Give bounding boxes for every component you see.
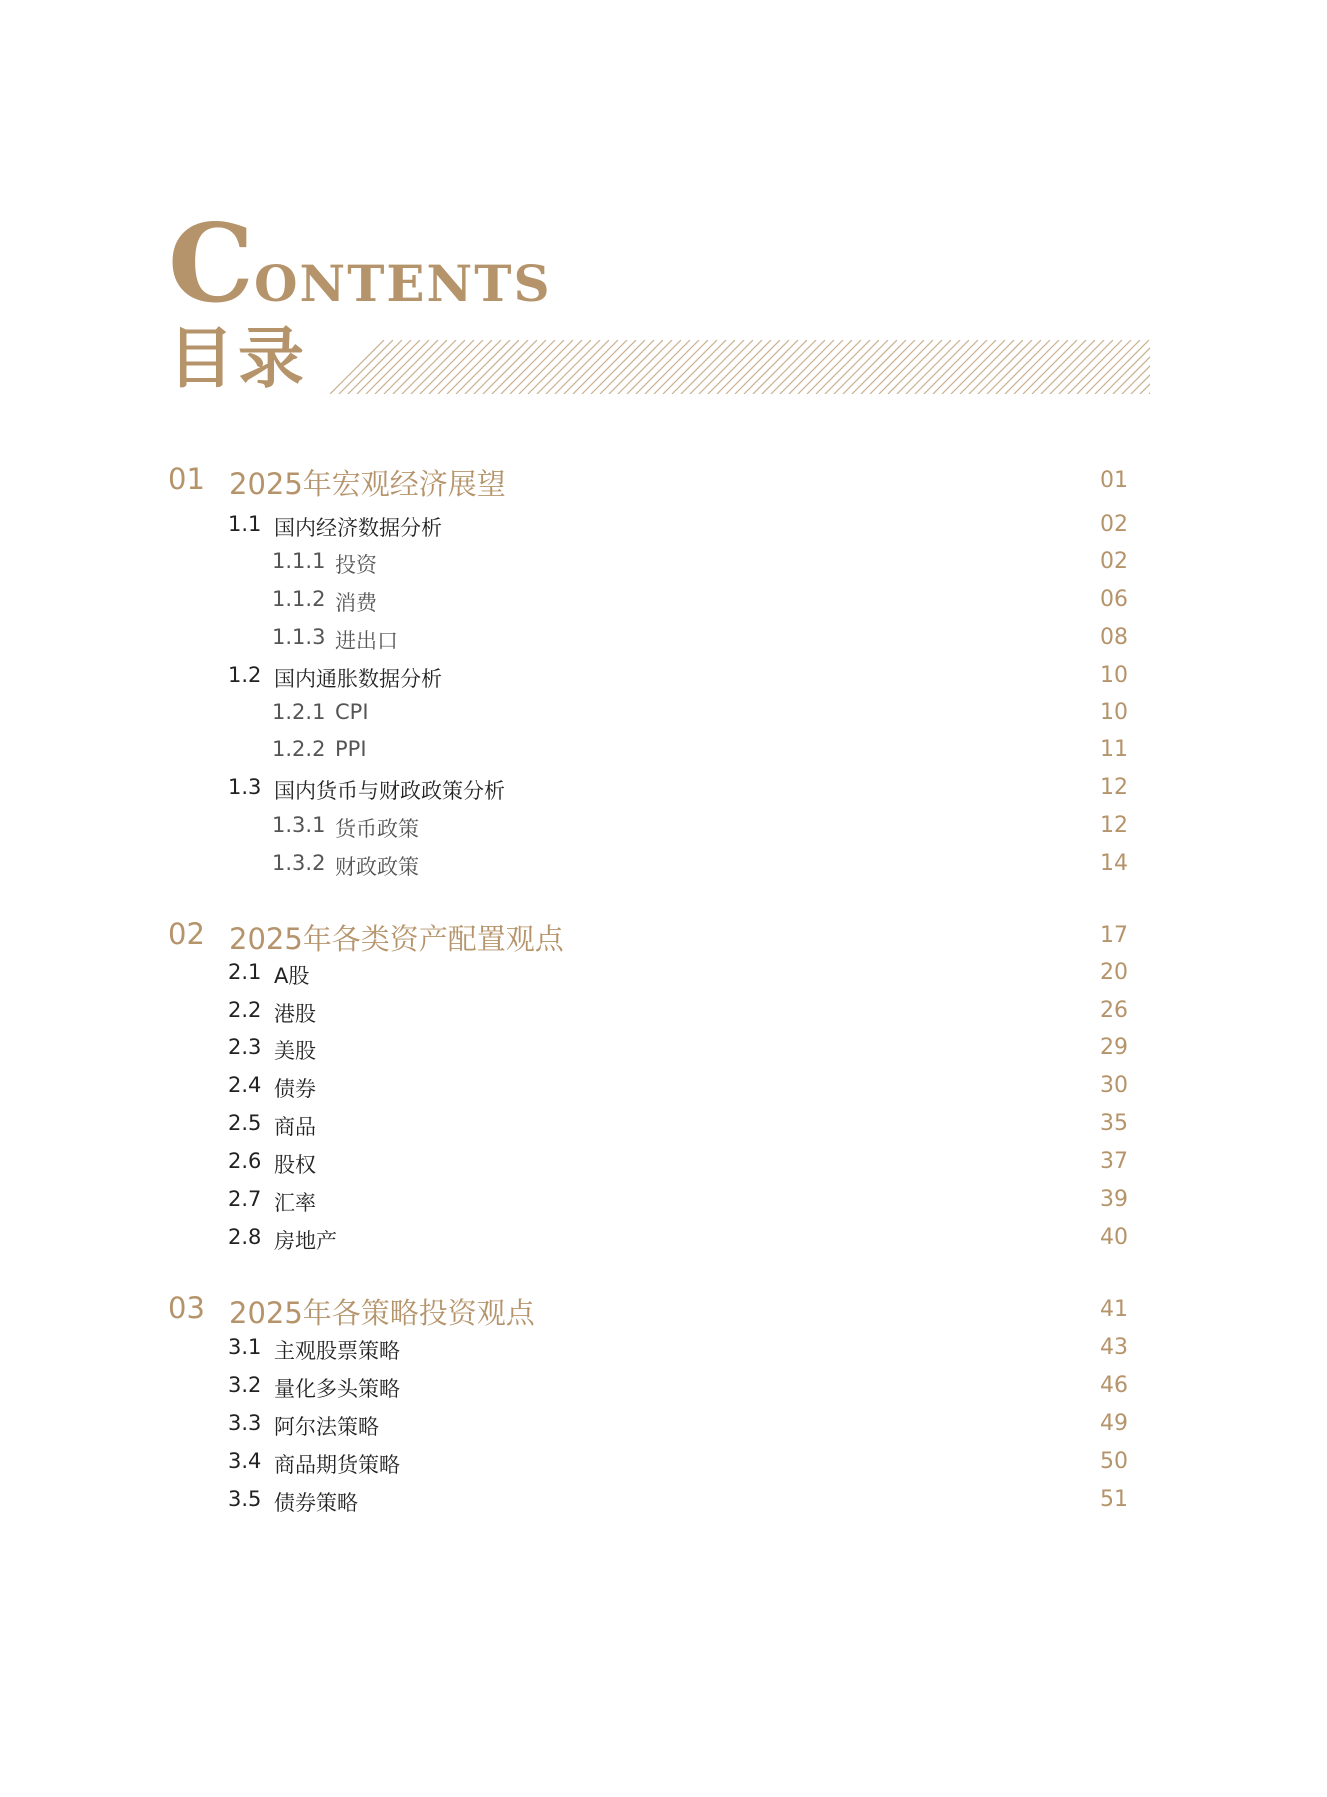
toc-entry-page: 46 xyxy=(1100,1373,1128,1398)
toc-entry-title: 股权 xyxy=(274,1153,316,1177)
toc-entry-title: 进出口 xyxy=(335,629,398,653)
toc-entry-title: 财政政策 xyxy=(335,855,419,879)
toc-entry[interactable] xyxy=(0,625,1327,659)
toc-entry-title: A股 xyxy=(274,964,310,988)
toc-entry-number: 1.3 xyxy=(228,775,262,799)
toc-entry[interactable] xyxy=(0,960,1327,994)
toc-entry-number: 2.1 xyxy=(228,960,262,984)
toc-entry-page: 43 xyxy=(1100,1335,1128,1360)
toc-entry-page: 37 xyxy=(1100,1149,1128,1174)
toc-entry[interactable] xyxy=(0,700,1327,734)
toc-entry[interactable] xyxy=(0,775,1327,809)
toc-entry-page: 50 xyxy=(1100,1449,1128,1474)
toc-entry[interactable] xyxy=(0,813,1327,847)
toc-entry-number: 1.1 xyxy=(228,512,262,536)
toc-entry-title: 主观股票策略 xyxy=(274,1339,400,1363)
toc-entry-page: 35 xyxy=(1100,1111,1128,1136)
toc-entry[interactable] xyxy=(0,663,1327,697)
toc-entry[interactable] xyxy=(0,1073,1327,1107)
toc-entry-title: 汇率 xyxy=(274,1191,316,1215)
toc-entry-page: 01 xyxy=(1100,468,1128,493)
toc-entry[interactable] xyxy=(0,587,1327,621)
toc-entry-title: 国内通胀数据分析 xyxy=(274,667,442,691)
toc-entry-page: 10 xyxy=(1100,700,1128,725)
toc-entry[interactable] xyxy=(0,1149,1327,1183)
toc-entry-page: 29 xyxy=(1100,1035,1128,1060)
toc-entry-page: 02 xyxy=(1100,549,1128,574)
toc-entry[interactable] xyxy=(0,1487,1327,1521)
toc-entry[interactable] xyxy=(0,1187,1327,1221)
toc-entry-page: 49 xyxy=(1100,1411,1128,1436)
toc-entry[interactable] xyxy=(0,1373,1327,1407)
toc-entry-title: 国内经济数据分析 xyxy=(274,516,442,540)
toc-entry[interactable] xyxy=(0,737,1327,771)
toc-entry[interactable] xyxy=(0,462,1327,501)
toc-entry-title: 国内货币与财政政策分析 xyxy=(274,779,505,803)
toc-entry-number: 2.2 xyxy=(228,998,262,1022)
toc-entry-page: 14 xyxy=(1100,851,1128,876)
toc-entry-title: 美股 xyxy=(274,1039,316,1063)
toc-entry-page: 10 xyxy=(1100,663,1128,688)
toc-entry-title: 商品期货策略 xyxy=(274,1453,400,1477)
toc-entry[interactable] xyxy=(0,998,1327,1032)
toc-entry-title: 房地产 xyxy=(274,1229,337,1253)
toc-entry[interactable] xyxy=(0,1449,1327,1483)
toc-entry[interactable] xyxy=(0,549,1327,583)
toc-entry-number: 01 xyxy=(168,462,205,496)
toc-entry[interactable] xyxy=(0,917,1327,956)
decorative-hatch-band xyxy=(330,340,1150,394)
toc-entry-number: 1.3.1 xyxy=(272,813,326,837)
toc-entry-page: 41 xyxy=(1100,1297,1128,1322)
toc-entry-title: 2025年宏观经济展望 xyxy=(229,467,506,501)
toc-entry-title: CPI xyxy=(335,700,369,724)
toc-entry-number: 1.3.2 xyxy=(272,851,326,875)
toc-entry-title: 债券策略 xyxy=(274,1491,358,1515)
toc-entry-page: 02 xyxy=(1100,512,1128,537)
toc-entry[interactable] xyxy=(0,851,1327,885)
toc-entry[interactable] xyxy=(0,1411,1327,1445)
title-cn: 目录 xyxy=(168,320,308,397)
toc-entry-title: 港股 xyxy=(274,1002,316,1026)
toc-entry-title: 商品 xyxy=(274,1115,316,1139)
toc-entry-number: 2.5 xyxy=(228,1111,262,1135)
toc-entry-number: 3.5 xyxy=(228,1487,262,1511)
toc-entry-title: 投资 xyxy=(335,553,377,577)
toc-entry-number: 3.3 xyxy=(228,1411,262,1435)
toc-entry-title: PPI xyxy=(335,737,367,761)
toc-entry-number: 02 xyxy=(168,917,205,951)
toc-entry-page: 30 xyxy=(1100,1073,1128,1098)
toc-entry-page: 08 xyxy=(1100,625,1128,650)
toc-entry-number: 2.8 xyxy=(228,1225,262,1249)
toc-entry-number: 1.2.2 xyxy=(272,737,326,761)
toc-entry[interactable] xyxy=(0,1225,1327,1259)
toc-entry-number: 1.1.3 xyxy=(272,625,326,649)
toc-entry-number: 1.1.2 xyxy=(272,587,326,611)
toc-entry-number: 3.1 xyxy=(228,1335,262,1359)
toc-entry-number: 3.2 xyxy=(228,1373,262,1397)
toc-entry-title: 货币政策 xyxy=(335,817,419,841)
toc-entry-title: 阿尔法策略 xyxy=(274,1415,379,1439)
toc-entry[interactable] xyxy=(0,1335,1327,1369)
toc-entry-number: 03 xyxy=(168,1291,205,1325)
contents-initial: C xyxy=(168,201,254,327)
toc-entry-page: 20 xyxy=(1100,960,1128,985)
toc-entry-page: 11 xyxy=(1100,737,1128,762)
toc-entry-number: 1.2 xyxy=(228,663,262,687)
toc-entry[interactable] xyxy=(0,1111,1327,1145)
toc-entry-title: 消费 xyxy=(335,591,377,615)
toc-entry-number: 1.1.1 xyxy=(272,549,326,573)
toc-entry-page: 26 xyxy=(1100,998,1128,1023)
toc-entry-number: 2.7 xyxy=(228,1187,262,1211)
toc-entry-page: 12 xyxy=(1100,813,1128,838)
contents-heading xyxy=(168,201,552,327)
toc-entry-title: 量化多头策略 xyxy=(274,1377,400,1401)
toc-entry[interactable] xyxy=(0,512,1327,546)
toc-entry-number: 2.6 xyxy=(228,1149,262,1173)
toc-entry-title: 2025年各类资产配置观点 xyxy=(229,922,564,956)
toc-entry-page: 51 xyxy=(1100,1487,1128,1512)
toc-entry-title: 2025年各策略投资观点 xyxy=(229,1296,535,1330)
toc-entry-number: 2.3 xyxy=(228,1035,262,1059)
toc-entry-number: 2.4 xyxy=(228,1073,262,1097)
contents-rest: ONTENTS xyxy=(253,254,552,313)
toc-entry-number: 3.4 xyxy=(228,1449,262,1473)
toc-entry-page: 12 xyxy=(1100,775,1128,800)
toc-entry-page: 06 xyxy=(1100,587,1128,612)
toc-entry-page: 17 xyxy=(1100,923,1128,948)
toc-entry-title: 债券 xyxy=(274,1077,316,1101)
toc-entry-page: 40 xyxy=(1100,1225,1128,1250)
toc-entry-page: 39 xyxy=(1100,1187,1128,1212)
toc-entry[interactable] xyxy=(0,1291,1327,1330)
toc-entry[interactable] xyxy=(0,1035,1327,1069)
toc-entry-number: 1.2.1 xyxy=(272,700,326,724)
